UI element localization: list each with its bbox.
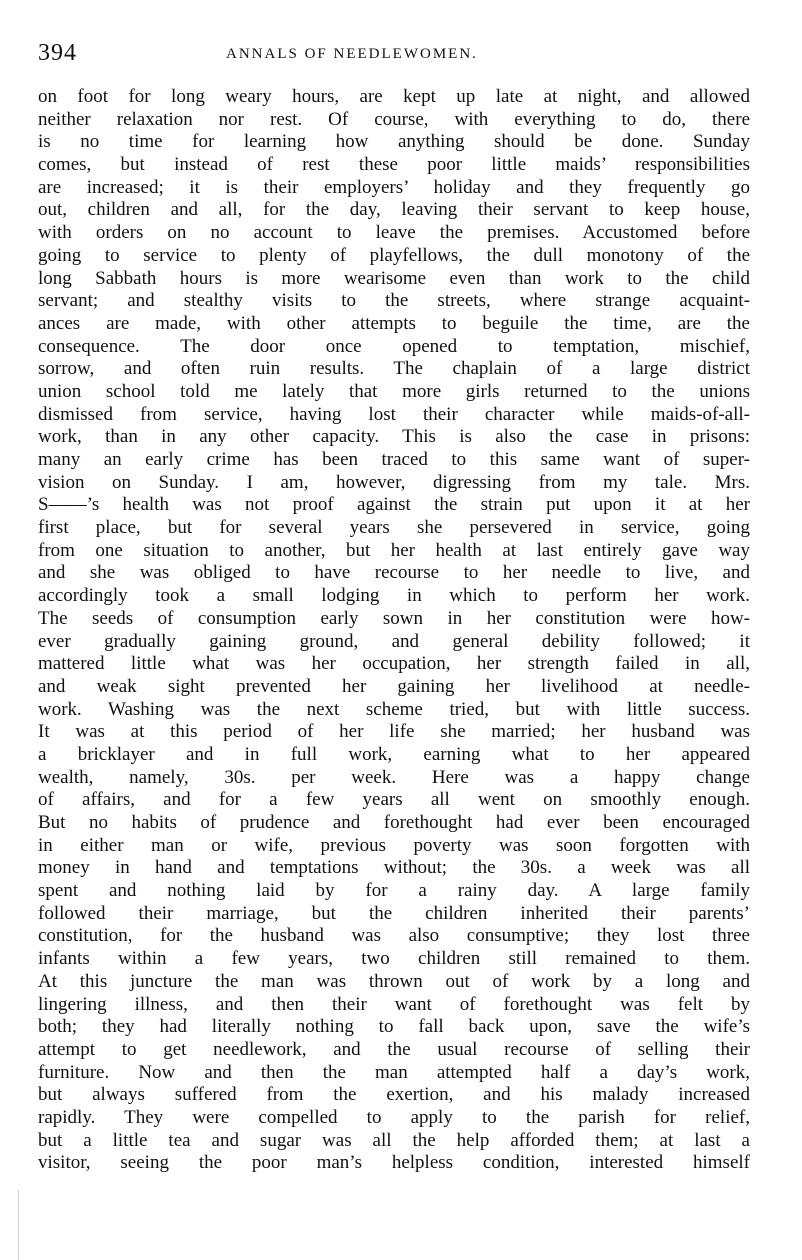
page-header	[38, 40, 750, 70]
text-line: lingering illness, and then their want of forethought was felt by	[38, 993, 750, 1015]
text-line: It was at this period of her life she married; her husband was	[38, 721, 750, 743]
text-line: neither relaxation nor rest. Of course, with everything to do, there	[38, 108, 750, 130]
text-line: S——’s health was not proof against the strain put upon it at her	[38, 494, 750, 516]
text-line: ances are made, with other attempts to beguile the time, are the	[38, 312, 750, 334]
text-line: spent and nothing laid by for a rainy day. A large family	[38, 880, 750, 902]
text-line: wealth, namely, 30s. per week. Here was a happy change	[38, 766, 750, 788]
text-line: in either man or wife, previous poverty was soon forgotten with	[38, 834, 750, 856]
text-line: going to service to plenty of playfellows, the dull monotony of the	[38, 244, 750, 266]
body-text	[38, 86, 750, 1175]
text-line: servant; and stealthy visits to the streets, where strange acquaint-	[38, 290, 750, 312]
text-line: mattered little what was her occupation, her strength failed in all,	[38, 653, 750, 675]
page-number: 394	[38, 40, 77, 66]
text-line: constitution, for the husband was also consumptive; they lost three	[38, 925, 750, 947]
text-line: dismissed from service, having lost their character while maids-of-all-	[38, 403, 750, 425]
text-line: many an early crime has been traced to this same want of super-	[38, 449, 750, 470]
text-line: but always suffered from the exertion, and his malady increased	[38, 1084, 750, 1106]
text-line: of affairs, and for a few years all went on smoothly enough.	[38, 789, 750, 811]
text-line: long Sabbath hours is more wearisome even than work to the child	[38, 267, 750, 289]
text-line: a bricklayer and in full work, earning what to her appeared	[38, 743, 750, 765]
text-line: are increased; it is their employers’ holiday and they frequently go	[38, 176, 750, 198]
text-line: At this juncture the man was thrown out of work by a long and	[38, 970, 750, 992]
text-line: accordingly took a small lodging in which to perform her work.	[38, 585, 750, 607]
text-line: first place, but for several years she persevered in service, going	[38, 517, 750, 539]
text-line: out, children and all, for the day, leaving their servant to keep house,	[38, 199, 750, 221]
text-line: consequence. The door once opened to temptation, mischief,	[38, 335, 750, 357]
text-line: from one situation to another, but her health at last entirely gave way	[38, 539, 750, 561]
text-line: But no habits of prudence and forethought had ever been encouraged	[38, 812, 750, 833]
text-line: followed their marriage, but the children inherited their parents’	[38, 902, 750, 924]
text-line: vision on Sunday. I am, however, digressing from my tale. Mrs.	[38, 471, 750, 493]
text-line: sorrow, and often ruin results. The chaplain of a large district	[38, 358, 750, 380]
text-line: The seeds of consumption early sown in her constitution were how-	[38, 607, 750, 629]
text-line: union school told me lately that more girls returned to the unions	[38, 380, 750, 402]
text-line: visitor, seeing the poor man’s helpless condition, interested himself	[38, 1152, 750, 1174]
text-line: comes, but instead of rest these poor little maids’ responsibilities	[38, 154, 750, 176]
text-line: with orders on no account to leave the premises. Accustomed before	[38, 222, 750, 244]
gutter-rule	[18, 1190, 19, 1260]
text-line: is no time for learning how anything should be done. Sunday	[38, 131, 750, 153]
text-line: work, than in any other capacity. This is also the case in prisons:	[38, 426, 750, 448]
text-line: ever gradually gaining ground, and general debility followed; it	[38, 630, 750, 652]
text-line: attempt to get needlework, and the usual recourse of selling their	[38, 1038, 750, 1060]
text-line: work. Washing was the next scheme tried, but with little success.	[38, 698, 750, 720]
text-line: but a little tea and sugar was all the help afforded them; at last a	[38, 1129, 750, 1151]
text-line: furniture. Now and then the man attempted half a day’s work,	[38, 1061, 750, 1083]
text-line: rapidly. They were compelled to apply to the parish for relief,	[38, 1106, 750, 1128]
text-line: and weak sight prevented her gaining her livelihood at needle-	[38, 675, 750, 697]
text-line: both; they had literally nothing to fall back upon, save the wife’s	[38, 1016, 750, 1038]
text-line: on foot for long weary hours, are kept up late at night, and allowed	[38, 86, 750, 107]
text-line: money in hand and temptations without; the 30s. a week was all	[38, 857, 750, 879]
text-line: and she was obliged to have recourse to her needle to live, and	[38, 562, 750, 584]
text-line: infants within a few years, two children still remained to them.	[38, 948, 750, 970]
running-title: ANNALS OF NEEDLEWOMEN.	[226, 46, 478, 62]
